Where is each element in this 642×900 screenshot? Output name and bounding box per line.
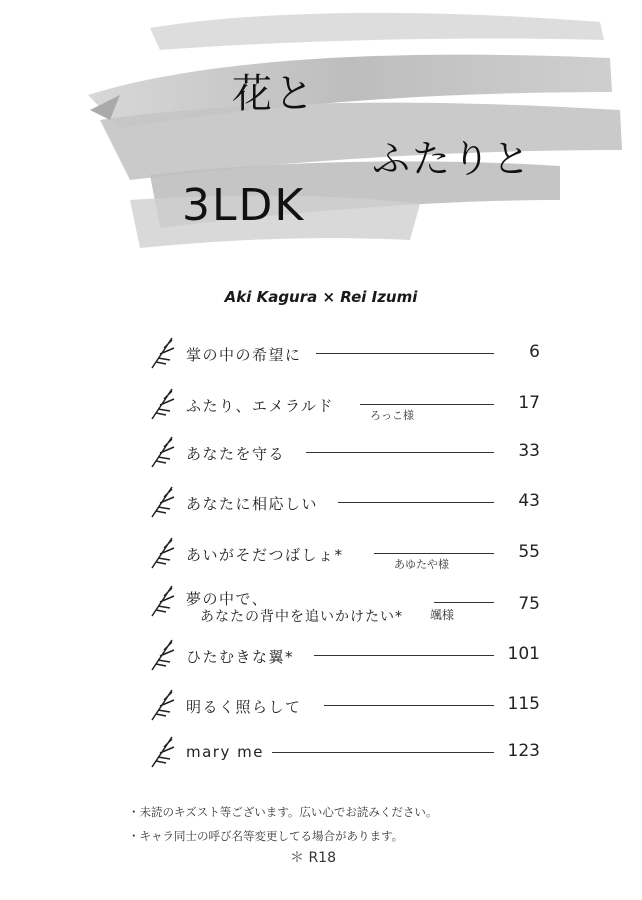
toc-credit: 颯様 [430,608,455,622]
toc-credit: ろっこ様 [370,409,414,422]
leaf-icon [148,582,178,618]
leaf-icon [148,686,178,722]
leader-line [434,602,494,603]
authors: Aki Kagura × Rei Izumi [224,288,418,306]
r18-note: ＊ R18 [290,850,336,866]
title-line-1: 花と [232,71,316,117]
toc-title: 掌の中の希望に [186,346,302,364]
toc-page: 101 [507,644,540,664]
leader-line [306,452,494,453]
toc-page: 33 [518,441,540,461]
toc-title: 明るく照らして [186,698,302,716]
leader-line [324,705,494,706]
toc-page: 55 [518,542,540,562]
title-line-2: ふたりと [372,137,533,181]
leaf-icon [148,483,178,519]
toc-title: mary me [186,743,264,761]
toc-item[interactable] [148,733,548,773]
toc-item[interactable] [148,534,548,574]
note-line: ・キャラ同士の呼び名等変更してる場合があります。 [128,829,404,843]
toc-title: あいがそだつばしょ* [186,546,344,564]
toc-item[interactable] [148,334,548,374]
leader-line [314,655,494,656]
note-line: ・未読のキズスト等ございます。広い心でお読みください。 [128,805,438,819]
toc-title: 夢の中で、 [186,590,269,608]
toc-page: 43 [518,491,540,511]
toc-page: 6 [529,342,540,362]
toc-page: 75 [518,594,540,614]
leaf-icon [148,334,178,370]
toc-title: ひたむきな翼* [186,648,295,666]
leaf-icon [148,433,178,469]
toc-credit: あゆたや様 [394,558,449,571]
leader-line [360,404,494,405]
toc-item[interactable] [148,483,548,523]
toc-item[interactable] [148,636,548,676]
toc-title: あなたに相応しい [186,495,319,513]
toc-item[interactable] [148,582,548,632]
leader-line [272,752,494,753]
toc-title: ふたり、エメラルド [186,397,335,415]
toc-title-line-2: あなたの背中を追いかけたい* [200,609,403,625]
leaf-icon [148,636,178,672]
toc-item[interactable] [148,385,548,425]
toc-page: 123 [507,741,540,761]
leader-line [374,553,494,554]
toc-page: 17 [518,393,540,413]
leader-line [316,353,494,354]
toc-title: あなたを守る [186,445,286,463]
title-line-3: 3LDK [182,180,306,231]
toc-item[interactable] [148,433,548,473]
notes [128,800,437,848]
leaf-icon [148,733,178,769]
leaf-icon [148,534,178,570]
leaf-icon [148,385,178,421]
toc-item[interactable] [148,686,548,726]
toc-page: 115 [507,694,540,714]
leader-line [338,502,494,503]
